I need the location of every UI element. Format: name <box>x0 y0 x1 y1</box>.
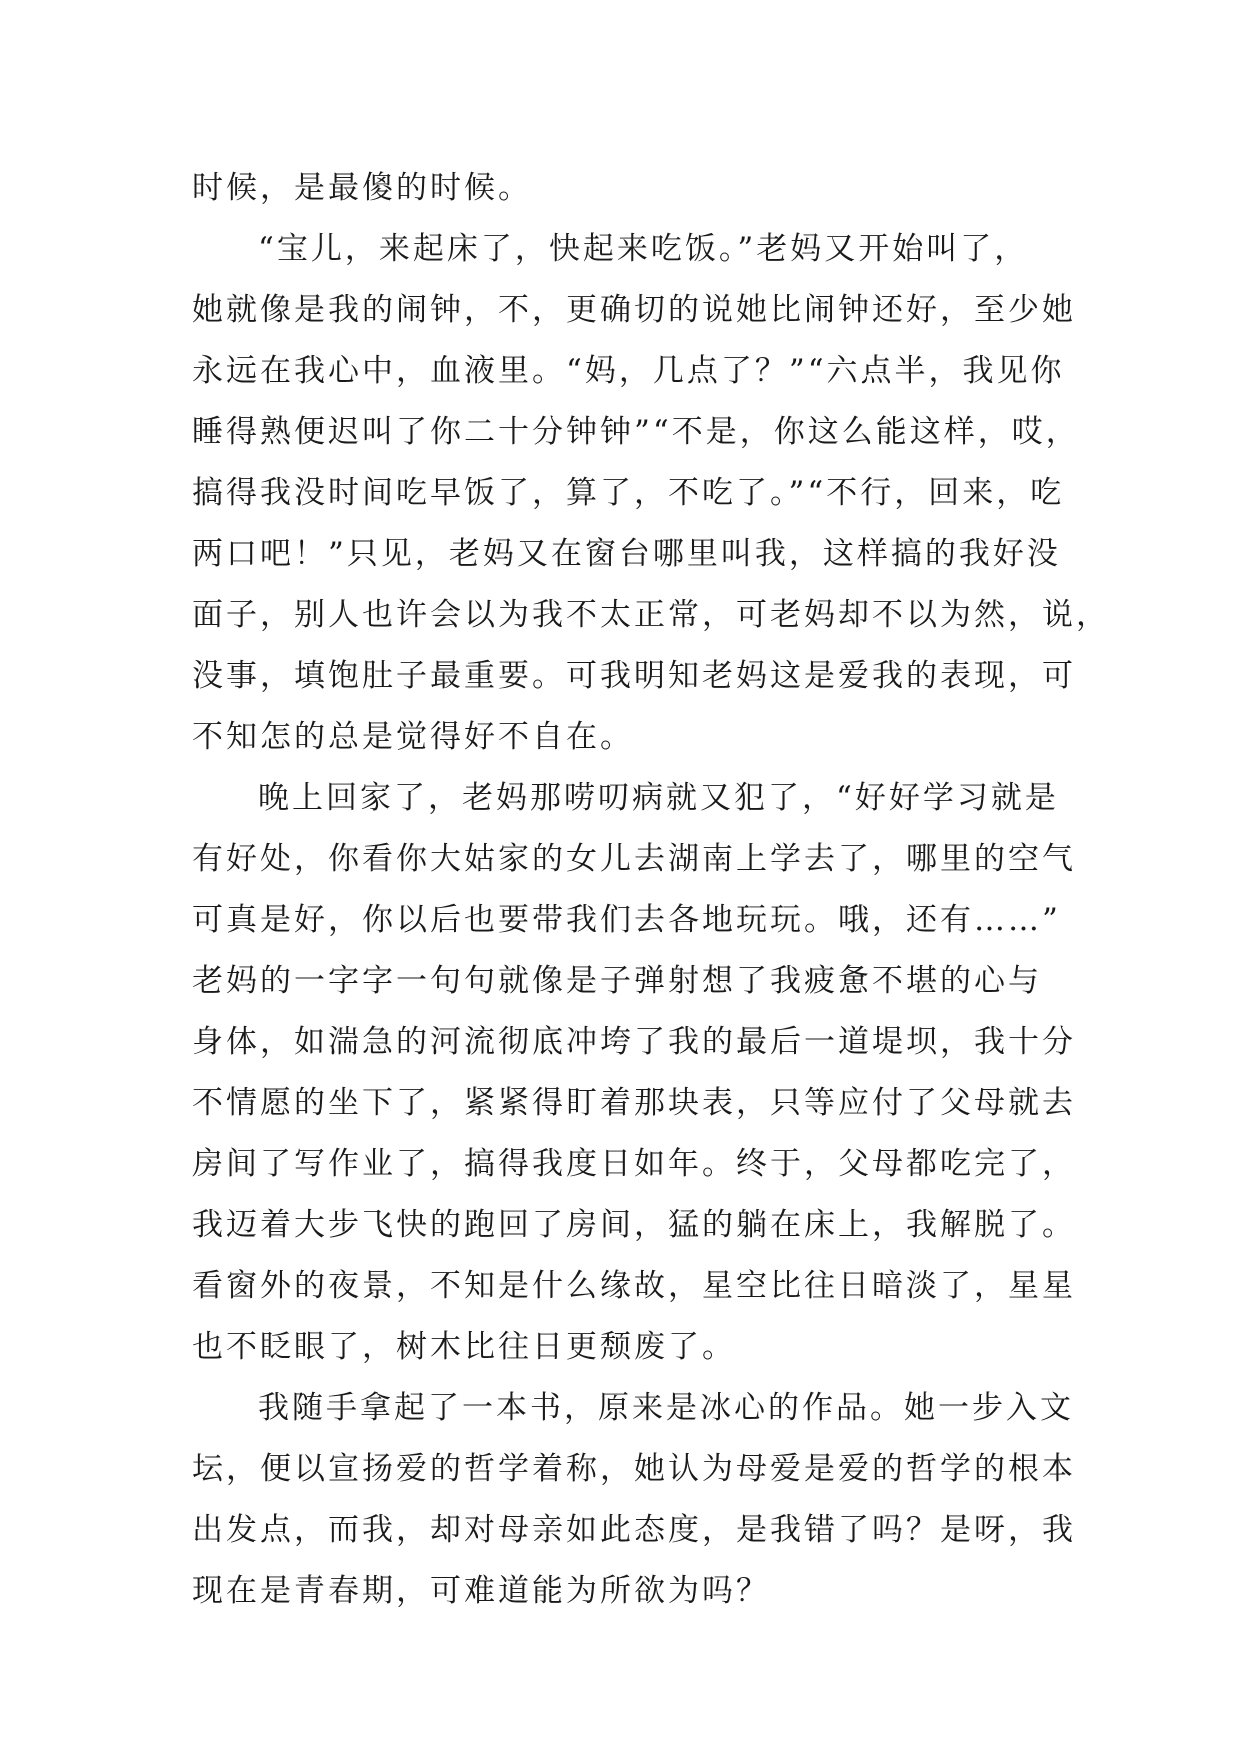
paragraph-start-line: 我随手拿起了一本书，原来是冰心的作品。她一步入文 <box>258 1390 1074 1426</box>
text-line: 时候，是最傻的时候。 <box>192 170 532 206</box>
text-line: 她就像是我的闹钟，不，更确切的说她比闹钟还好，至少她 <box>192 292 1076 328</box>
text-line: 不知怎的总是觉得好不自在。 <box>192 719 634 755</box>
text-line: 老妈的一字字一句句就像是子弹射想了我疲惫不堪的心与 <box>192 963 1042 999</box>
text-line: 我迈着大步飞快的跑回了房间，猛的躺在床上，我解脱了。 <box>192 1207 1076 1243</box>
text-line: 面子，别人也许会以为我不太正常，可老妈却不以为然，说， <box>192 597 1110 633</box>
text-line: 搞得我没时间吃早饭了，算了，不吃了。”“不行，回来，吃 <box>192 475 1065 511</box>
text-line: 也不眨眼了，树木比往日更颓废了。 <box>192 1329 736 1365</box>
essay-text <box>192 158 1110 1622</box>
text-line: 睡得熟便迟叫了你二十分钟钟”“不是，你这么能这样，哎， <box>192 414 1080 450</box>
text-line: 出发点，而我，却对母亲如此态度，是我错了吗？是呀，我 <box>192 1512 1076 1548</box>
text-line: 现在是青春期，可难道能为所欲为吗？ <box>192 1573 770 1609</box>
text-line: 坛，便以宣扬爱的哲学着称，她认为母爱是爱的哲学的根本 <box>192 1451 1076 1487</box>
text-line: 看窗外的夜景，不知是什么缘故，星空比往日暗淡了，星星 <box>192 1268 1076 1304</box>
text-line: 身体，如湍急的河流彻底冲垮了我的最后一道堤坝，我十分 <box>192 1024 1076 1060</box>
text-line: 永远在我心中，血液里。“妈，几点了？”“六点半，我见你 <box>192 353 1065 389</box>
text-line: 房间了写作业了，搞得我度日如年。终于，父母都吃完了， <box>192 1146 1076 1182</box>
text-line: 两口吧！”只见，老妈又在窗台哪里叫我，这样搞的我好没 <box>192 536 1061 572</box>
paragraph-start-line: “宝儿，来起床了，快起来吃饭。”老妈又开始叫了， <box>258 231 1029 267</box>
text-line: 不情愿的坐下了，紧紧得盯着那块表，只等应付了父母就去 <box>192 1085 1076 1121</box>
text-line: 有好处，你看你大姑家的女儿去湖南上学去了，哪里的空气 <box>192 841 1076 877</box>
paragraph-start-line: 晚上回家了，老妈那唠叨病就又犯了，“好好学习就是 <box>258 780 1059 816</box>
text-line: 没事，填饱肚子最重要。可我明知老妈这是爱我的表现，可 <box>192 658 1076 694</box>
text-line: 可真是好，你以后也要带我们去各地玩玩。哦，还有……” <box>192 902 1061 938</box>
